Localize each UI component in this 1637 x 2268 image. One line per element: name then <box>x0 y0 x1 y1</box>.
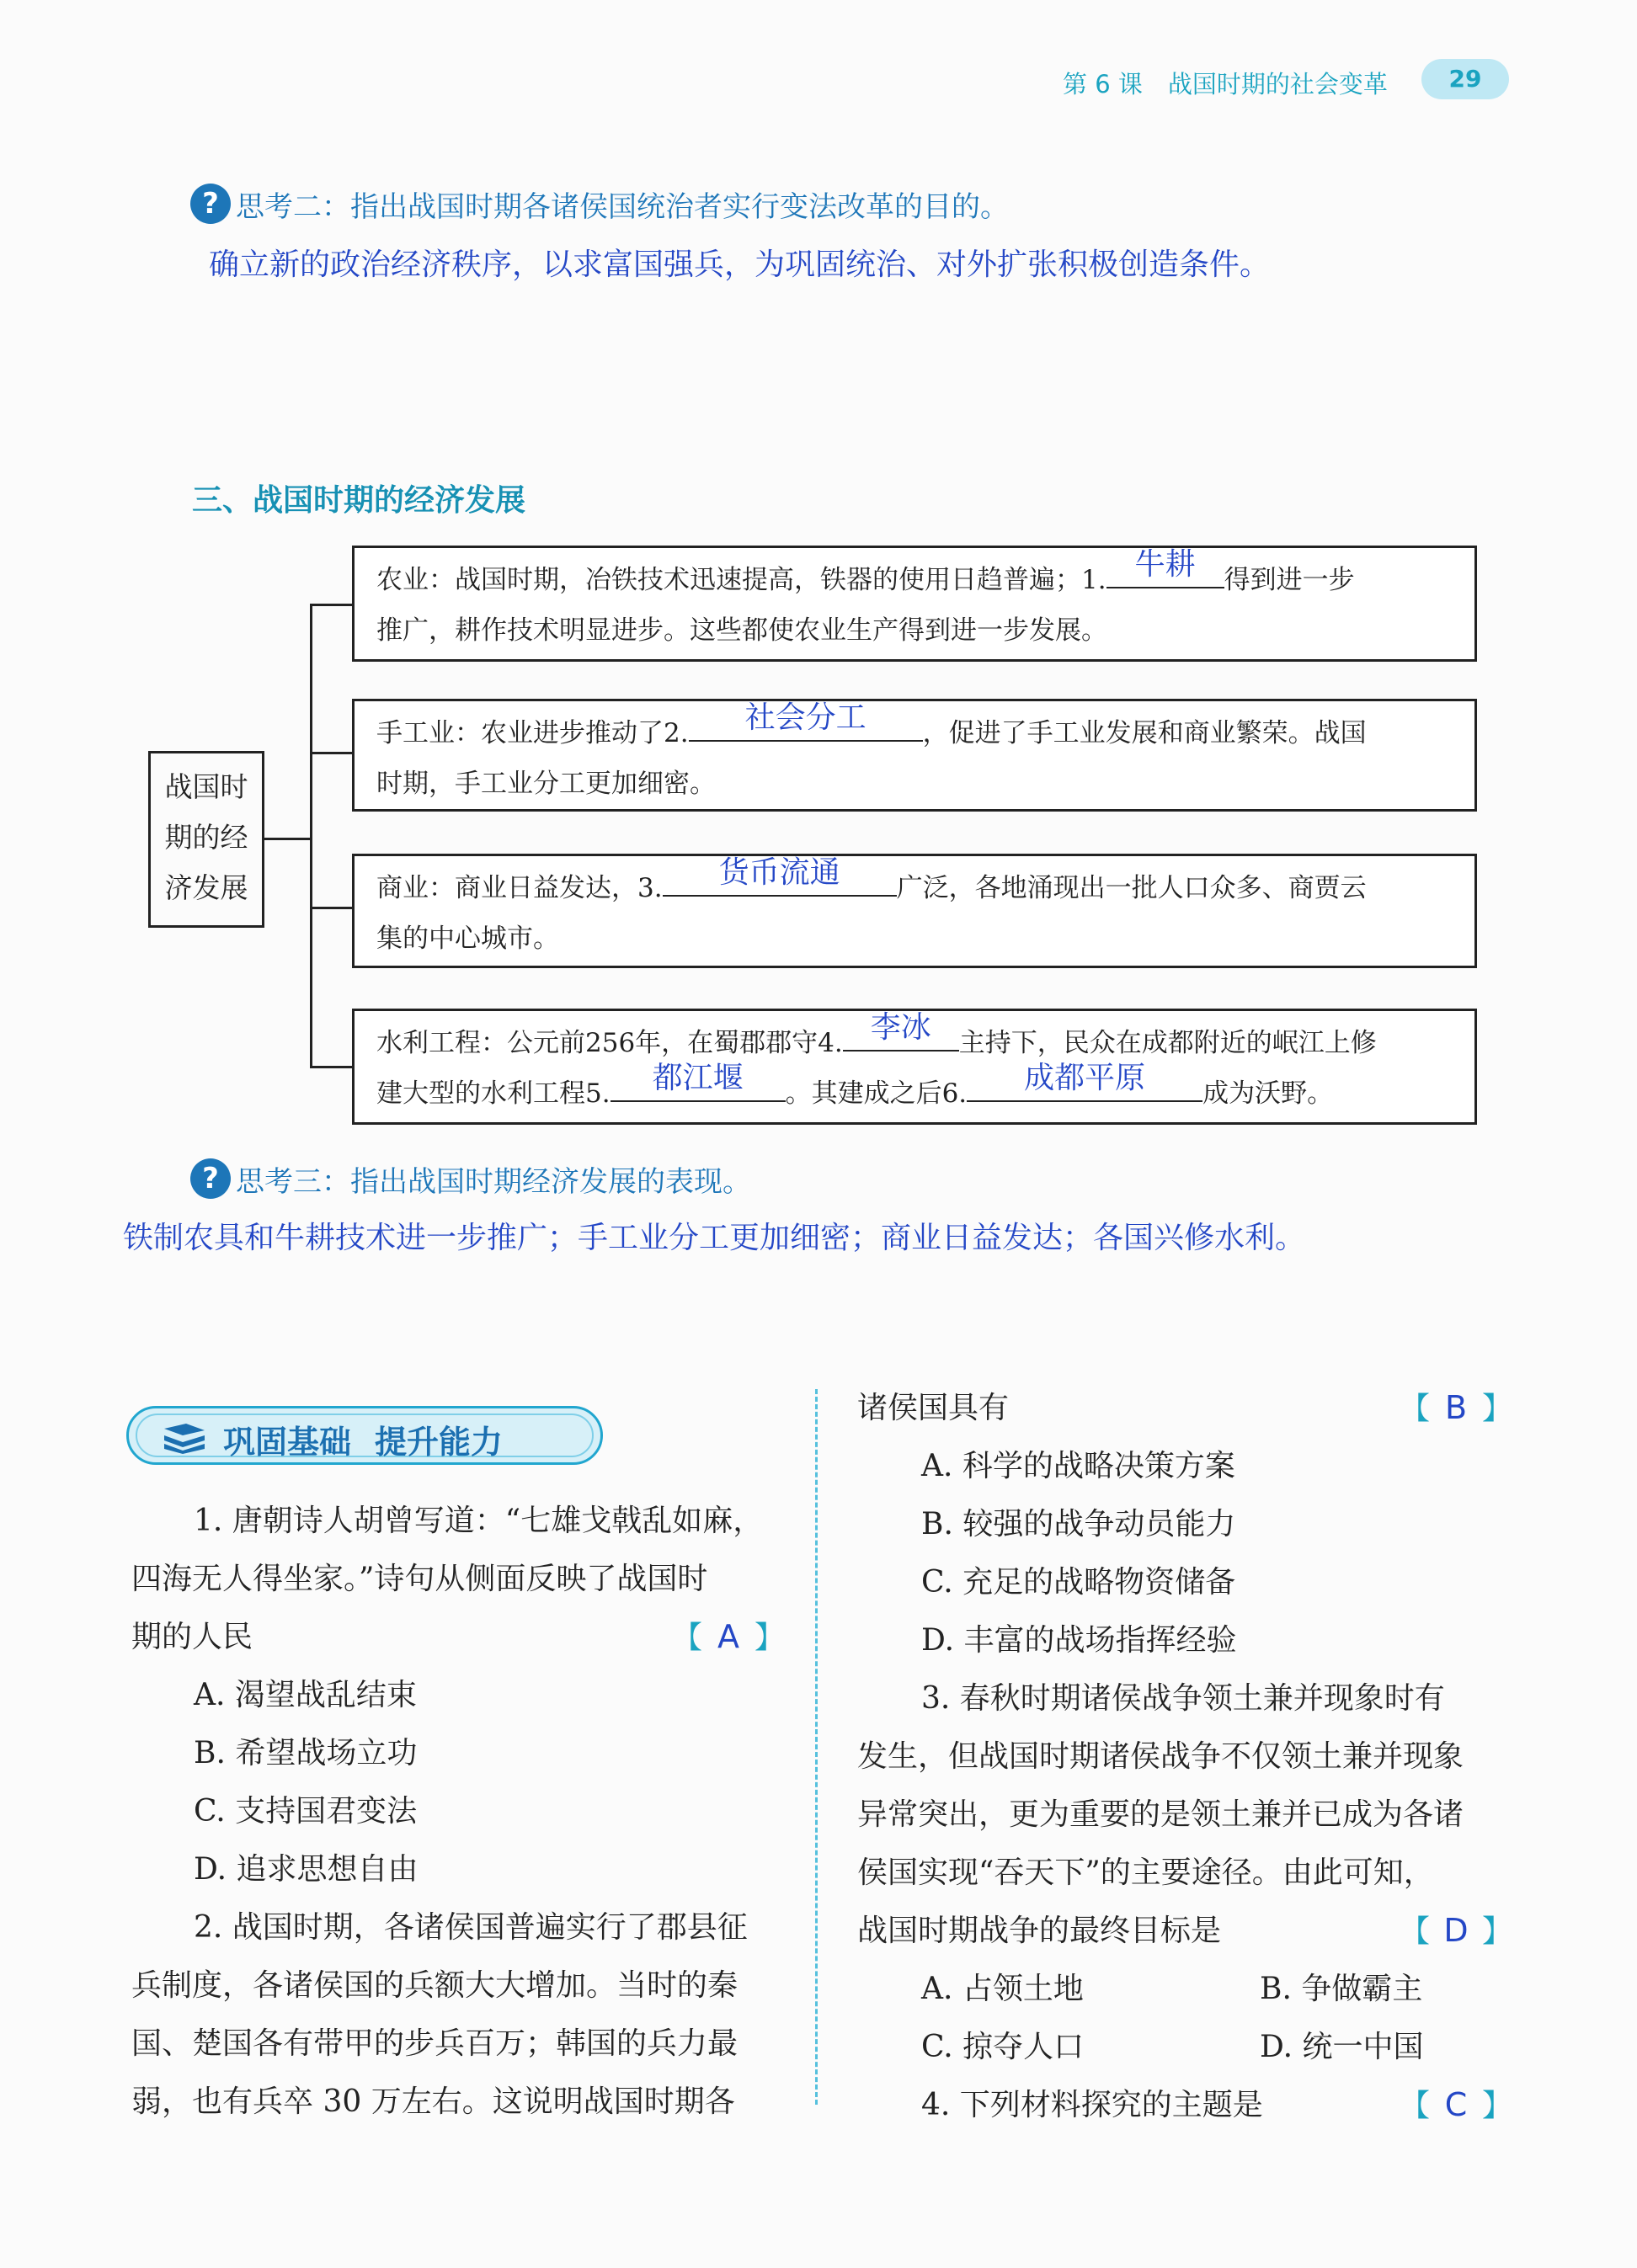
q2-option: D. 丰富的战场指挥经验 <box>921 1623 1237 1658</box>
answer-blank: 牛耕 <box>1106 558 1224 588</box>
question-mark-icon: ? <box>190 1158 231 1199</box>
q2-answer: B <box>1444 1389 1468 1426</box>
right-column: 诸侯国具有 【 B 】 A. 科学的战略决策方案 B. 较强的战争动员能力 C. 充足的战略物资储备 D. 丰富的战场指挥经验 3. 春秋时期诸侯战争领土兼并现象时有 发生，但战国时期诸侯战争不仅领土兼并现象 异常突出，更为重要的是领土兼并已成为各诸 侯国实现“吞天下”的主要途径。由此可知， 战国时期战争的最终目标是 【 D 】 A. 占领土地 B. 争做霸主 C. 掠夺人口 D. 统一中国 4. 下列材料探究的主题是 【 C 】 <box>857 1379 1514 2134</box>
think2-label: 思考二：指出战国时期各诸侯国统治者实行变法改革的目的。 <box>236 190 1009 224</box>
answer-blank: 社会分工 <box>689 711 923 742</box>
question-3: 3. 春秋时期诸侯战争领土兼并现象时有 <box>921 1681 1445 1716</box>
diagram-root: 战国时 期的经 济发展 <box>148 751 264 928</box>
q3-option: D. 统一中国 <box>1260 2030 1424 2064</box>
q2-option: B. 较强的战争动员能力 <box>921 1507 1236 1541</box>
question-1: 1. 唐朝诗人胡曾写道：“七雄戈戟乱如麻， 四海无人得坐家。”诗句从侧面反映了战国时 期的人民 【 A 】 A. 渴望战乱结束 B. 希望战场立功 C. 支持国君变法 D. 追求思想自由 2. 战国时期，各诸侯国普遍实行了郡县征 兵制度，各诸侯国的兵额大大增加。当时的秦 国、楚国各有带甲的步兵百万；韩国的兵力最 弱，也有兵卒 30 万左右。这说明战国时期各 <box>131 1492 797 2131</box>
think3-answer: 铁制农具和牛耕技术进一步推广；手工业分工更加细密；商业日益发达；各国兴修水利。 <box>123 1221 1306 1255</box>
answer-blank: 成都平原 <box>967 1072 1202 1102</box>
q1-option: A. 渴望战乱结束 <box>194 1678 417 1712</box>
page-header <box>1063 66 1413 100</box>
answer-blank: 货币流通 <box>663 866 897 897</box>
lesson-number: 第 6 课 <box>1063 70 1143 98</box>
q1-option: D. 追求思想自由 <box>194 1852 419 1887</box>
connector-line <box>264 838 312 840</box>
water-box: 水利工程：公元前256年，在蜀郡郡守4. 李冰 主持下，民众在成都附近的岷江上修 建大型的水利工程5. 都江堰 。其建成之后6. 成都平原 成为沃野。 <box>352 1009 1477 1125</box>
q1-answer: A <box>717 1618 740 1655</box>
commerce-box: 商业：商业日益发达，3. 货币流通 广泛，各地涌现出一批人口众多、商贾云 集的中心城市。 <box>352 854 1477 968</box>
connector-branch <box>310 907 354 909</box>
answer-bracket: 【 B 】 <box>1400 1379 1512 1438</box>
q3-answer: D <box>1443 1912 1469 1949</box>
agriculture-box: 农业：战国时期，冶铁技术迅速提高，铁器的使用日趋普遍；1. 牛耕 得到进一步 推广，耕作技术明显进步。这些都使农业生产得到进一步发展。 <box>352 546 1477 662</box>
books-icon <box>161 1420 208 1454</box>
think2-answer: 确立新的政治经济秩序，以求富国强兵，为巩固统治、对外扩张积极创造条件。 <box>209 248 1271 282</box>
q4-answer: C <box>1444 2086 1468 2123</box>
think3-label: 思考三：指出战国时期经济发展的表现。 <box>236 1165 751 1199</box>
q1-option: C. 支持国君变法 <box>194 1794 418 1829</box>
q3-option: C. 掠夺人口 <box>921 2030 1085 2064</box>
section-banner <box>126 1406 603 1465</box>
answer-blank: 李冰 <box>843 1021 959 1051</box>
lesson-title: 战国时期的社会变革 <box>1167 70 1388 98</box>
answer-bracket: 【 C 】 <box>1400 2076 1512 2135</box>
question-4: 4. 下列材料探究的主题是 【 C 】 <box>857 2076 1514 2134</box>
question-mark-icon: ? <box>190 184 231 224</box>
question-2: 2. 战国时期，各诸侯国普遍实行了郡县征 <box>194 1910 748 1945</box>
q2-option: C. 充足的战略物资储备 <box>921 1565 1236 1600</box>
connector-trunk <box>310 604 312 1067</box>
answer-bracket: 【 D 】 <box>1400 1902 1512 1961</box>
q2-option: A. 科学的战略决策方案 <box>921 1449 1235 1483</box>
banner-title-a: 巩固基础 <box>223 1424 352 1461</box>
banner-title-b: 提升能力 <box>375 1424 504 1461</box>
connector-branch <box>310 1066 354 1068</box>
handicraft-box: 手工业：农业进步推动了2. 社会分工 ，促进了手工业发展和商业繁荣。战国 时期，手工业分工更加细密。 <box>352 699 1477 812</box>
page-number: 29 <box>1421 59 1509 99</box>
q1-option: B. 希望战场立功 <box>194 1736 418 1770</box>
section-title: 三、战国时期的经济发展 <box>192 483 526 518</box>
answer-bracket: 【 A 】 <box>672 1608 785 1667</box>
q3-option: B. 争做霸主 <box>1260 1972 1423 2006</box>
answer-blank: 都江堰 <box>611 1072 786 1102</box>
column-divider <box>815 1389 818 2105</box>
connector-branch <box>310 604 354 606</box>
connector-branch <box>310 752 354 754</box>
q3-option: A. 占领土地 <box>921 1972 1084 2006</box>
